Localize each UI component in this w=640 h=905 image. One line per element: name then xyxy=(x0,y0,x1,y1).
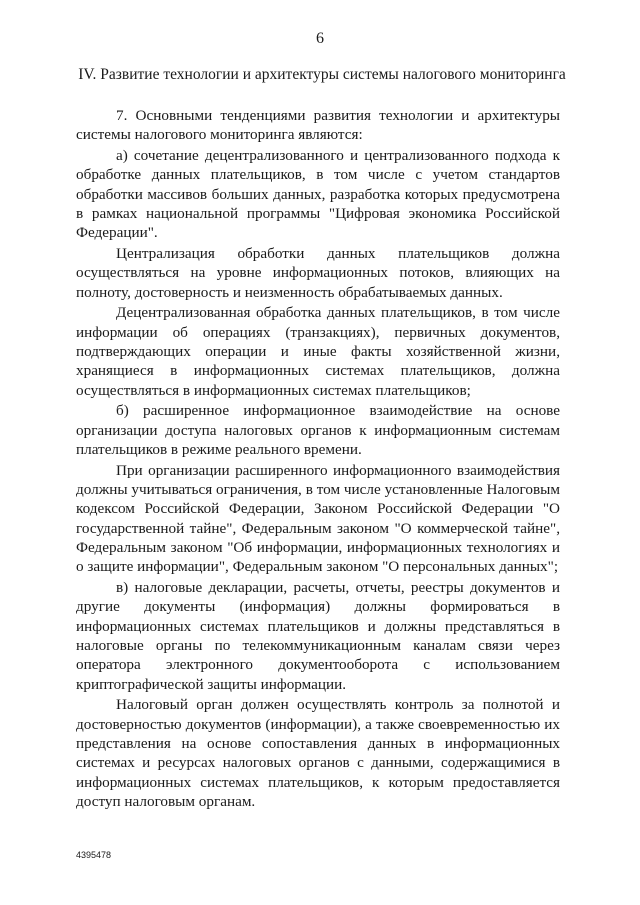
page-number: 6 xyxy=(316,30,324,47)
paragraph-centralization: Централизация обработки данных плательщиков должна осуществляться на уровне информационных потоков, влияющих на полноту, достоверность и неизменность обрабатываемых данных. xyxy=(76,245,560,301)
paragraph-restrictions: При организации расширенного информационного взаимодействия должны учитываться ограничения, в том числе установленные Налоговым кодексом Российской Федерации, Законом Российской Федерации "О государственной тайне", Федеральным законом "О коммерческой тайне", Федеральным законом "Об информации, информационных технологиях и о защите информации", Федеральным законом "О персональных данных"; xyxy=(76,461,560,576)
section-heading: IV. Развитие технологии и архитектуры системы налогового мониторинга xyxy=(78,66,566,83)
paragraph-item-7: 7. Основными тенденциями развития технологии и архитектуры системы налогового мониторинга являются: xyxy=(76,107,560,144)
paragraph-subitem-v: в) налоговые декларации, расчеты, отчеты, реестры документов и другие документы (информация) должны формироваться в информационных системах плательщиков и должны представляться в налоговые органы по телекоммуникационным каналам связи через оператора электронного документооборота с использованием криптографической защиты информации. xyxy=(76,579,560,693)
document-code: 4395478 xyxy=(76,850,112,860)
paragraph-subitem-a: а) сочетание децентрализованного и централизованного подхода к обработке данных плательщиков, в том числе с учетом стандартов обработки массивов больших данных, разработка которых предусмотрена в рамках национальной программы "Цифровая экономика Российской Федерации". xyxy=(76,147,560,242)
body-text xyxy=(76,106,560,811)
paragraph-decentralization: Децентрализованная обработка данных плательщиков, в том числе информации об операциях (транзакциях), первичных документов, подтверждающих операции и иные факты хозяйственной жизни, хранящиеся в информационных системах плательщиков, должна осуществляться в информационных системах плательщиков; xyxy=(76,304,560,399)
paragraph-subitem-b: б) расширенное информационное взаимодействие на основе организации доступа налоговых органов к информационным системам плательщиков в режиме реального времени. xyxy=(76,402,560,459)
paragraph-tax-control: Налоговый орган должен осуществлять контроль за полнотой и достоверностью документов (информации), а также своевременностью их представления на основе сопоставления данных в информационных системах и ресурсах налоговых органов с данными, содержащимися в информационных системах плательщиков, к которым предоставляется доступ налоговым органам. xyxy=(76,696,560,810)
